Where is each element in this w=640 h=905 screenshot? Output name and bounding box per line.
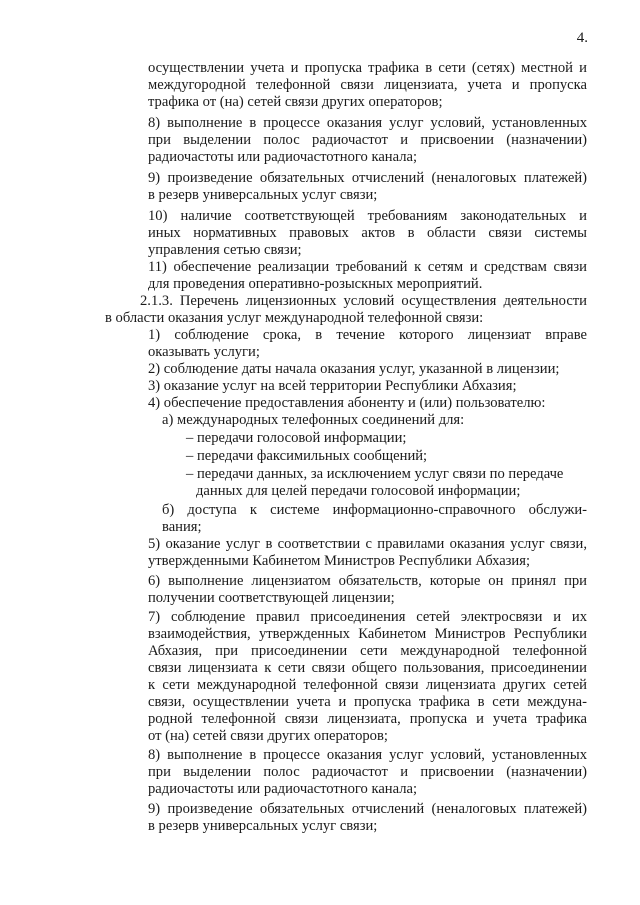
text-line: 8) выполнение в процессе оказания услуг условий, установленных bbox=[148, 115, 587, 131]
text-line: утвержденными Кабинетом Министров Республики Абхазия; bbox=[148, 553, 531, 569]
subitem-line: а) международных телефонных соединений для: bbox=[162, 412, 465, 428]
text-line: трафика от (на) сетей связи других операторов; bbox=[148, 94, 443, 110]
text-line: для проведения оперативно-розыскных мероприятий. bbox=[148, 276, 483, 292]
text-line: междугородной телефонной связи лицензиата, учета и пропуска bbox=[148, 77, 587, 93]
text-line: при выделении полос радиочастот и присвоении (назначении) bbox=[148, 132, 587, 148]
dash-item-line: – передачи данных, за исключением услуг связи по передаче bbox=[186, 466, 564, 482]
text-line: 9) произведение обязательных отчислений (неналоговых платежей) bbox=[148, 801, 587, 817]
text-line: 11) обеспечение реализации требований к сетям и средствам связи bbox=[148, 259, 587, 275]
text-line: родной телефонной связи лицензиата, пропуска и учета трафика bbox=[148, 711, 587, 727]
text-line: оказывать услуги; bbox=[148, 344, 260, 360]
text-line: Абхазия, при присоединении сети международной телефонной bbox=[148, 643, 587, 659]
section-heading-line: 2.1.3. Перечень лицензионных условий осуществления деятельности bbox=[140, 293, 587, 309]
text-line: радиочастоты или радиочастотного канала; bbox=[148, 781, 418, 797]
dash-item-line: данных для целей передачи голосовой информации; bbox=[196, 483, 521, 499]
subitem-line: вания; bbox=[162, 519, 202, 535]
text-line: 7) соблюдение правил присоединения сетей электросвязи и их bbox=[148, 609, 587, 625]
text-line: получении соответствующей лицензии; bbox=[148, 590, 395, 606]
text-line: при выделении полос радиочастот и присвоении (назначении) bbox=[148, 764, 587, 780]
text-line: 3) оказание услуг на всей территории Республики Абхазия; bbox=[148, 378, 517, 394]
text-line: связи, осуществлении учета и пропуска трафика в сети междунa- bbox=[148, 694, 587, 710]
text-line: 9) произведение обязательных отчислений (неналоговых платежей) bbox=[148, 170, 587, 186]
dash-item-line: – передачи голосовой информации; bbox=[186, 430, 407, 446]
text-line: радиочастоты или радиочастотного канала; bbox=[148, 149, 418, 165]
text-line: осуществлении учета и пропуска трафика в сети (сетях) местной и bbox=[148, 60, 587, 76]
dash-item-line: – передачи факсимильных сообщений; bbox=[186, 448, 428, 464]
subitem-line: б) доступа к системе информационно-справочного обслужи- bbox=[162, 502, 587, 518]
text-line: связи лицензиата к сети связи общего пользования, присоединении bbox=[148, 660, 587, 676]
text-line: 6) выполнение лицензиатом обязательств, которые он принял при bbox=[148, 573, 587, 589]
page-number: 4. bbox=[576, 30, 588, 46]
text-line: 10) наличие соответствующей требованиям законодательных и bbox=[148, 208, 587, 224]
section-heading-line: в области оказания услуг международной телефонной связи: bbox=[105, 310, 484, 326]
text-line: в резерв универсальных услуг связи; bbox=[148, 818, 378, 834]
text-line: в резерв универсальных услуг связи; bbox=[148, 187, 378, 203]
text-line: 4) обеспечение предоставления абоненту и (или) пользователю: bbox=[148, 395, 546, 411]
text-line: иных нормативных правовых актов в области связи системы bbox=[148, 225, 587, 241]
text-line: 2) соблюдение даты начала оказания услуг, указанной в лицензии; bbox=[148, 361, 560, 377]
text-line: 1) соблюдение срока, в течение которого лицензиат вправе bbox=[148, 327, 587, 343]
text-line: управления сетью связи; bbox=[148, 242, 302, 258]
text-line: от (на) сетей связи других операторов; bbox=[148, 728, 388, 744]
text-line: 5) оказание услуг в соответствии с правилами оказания услуг связи, bbox=[148, 536, 587, 552]
text-line: 8) выполнение в процессе оказания услуг условий, установленных bbox=[148, 747, 587, 763]
text-line: к сети международной телефонной связи лицензиата других сетей bbox=[148, 677, 587, 693]
text-line: взаимодействия, утвержденных Кабинетом Министров Республики bbox=[148, 626, 587, 642]
